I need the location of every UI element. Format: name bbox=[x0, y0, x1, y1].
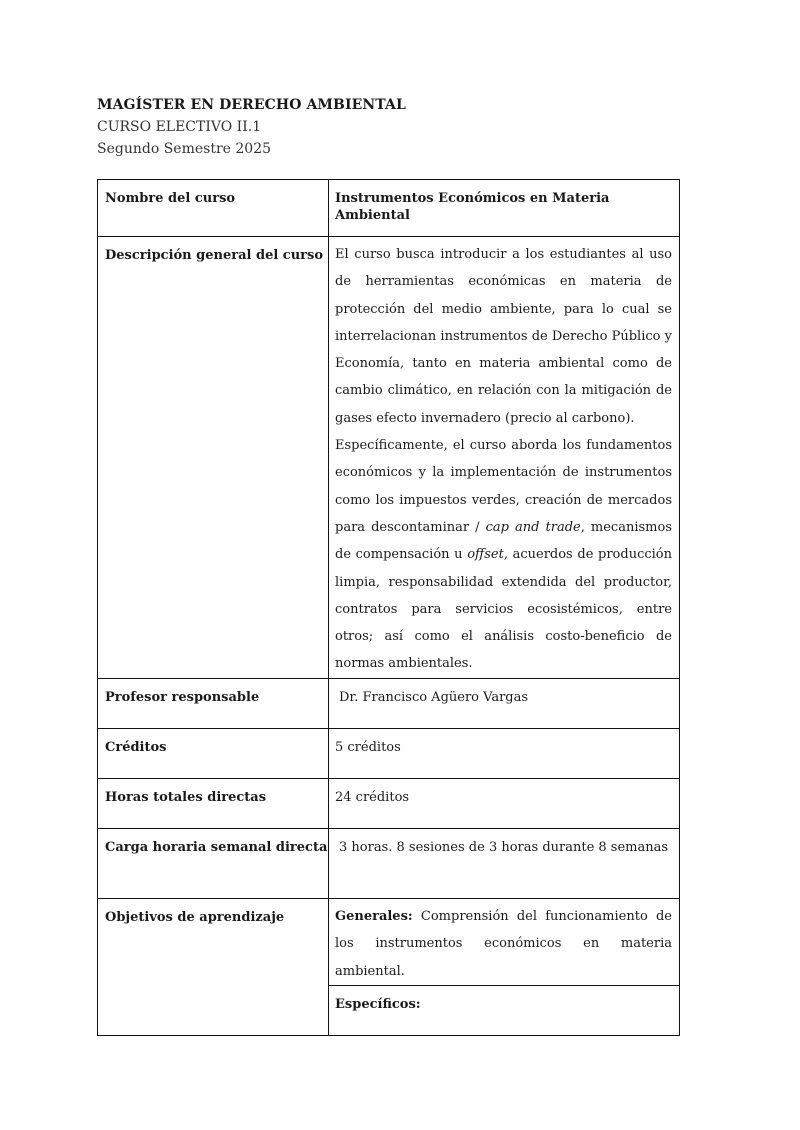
weekly-load-value-cell bbox=[329, 828, 680, 898]
table-row-name bbox=[98, 180, 680, 237]
description-cell bbox=[329, 237, 680, 679]
description-paragraph-2 bbox=[335, 432, 672, 678]
objectives-general bbox=[335, 903, 672, 986]
description-text-c: , acuerdos de producción limpia, responsabilidad extendida del productor, contratos para servicios ecosistémicos, entre otros; así como el análisis costo-beneficio de normas ambientales. bbox=[335, 547, 672, 672]
credits-value: 5 créditos bbox=[329, 728, 680, 778]
table-row-weekly-load bbox=[98, 828, 680, 898]
professor-label: Profesor responsable bbox=[98, 678, 329, 728]
weekly-load-value: 3 horas. 8 sesiones de 3 horas durante 8 semanas bbox=[339, 839, 669, 855]
course-info-table bbox=[97, 179, 680, 1036]
course-type: CURSO ELECTIVO II.1 bbox=[97, 119, 262, 135]
table-row-objectives-general bbox=[98, 898, 680, 986]
objectives-general-cell bbox=[329, 898, 680, 986]
hours-value: 24 créditos bbox=[329, 778, 680, 828]
semester: Segundo Semestre 2025 bbox=[97, 141, 272, 157]
course-name-value: Instrumentos Económicos en Materia Ambiental bbox=[329, 180, 680, 237]
program-title: MAGÍSTER EN DERECHO AMBIENTAL bbox=[97, 97, 406, 113]
description-text-a: Específicamente, el curso aborda los fundamentos económicos y la implementación de instrumentos como los impuestos verdes, creación de mercados para descontaminar / bbox=[335, 438, 672, 535]
professor-value: Dr. Francisco Agüero Vargas bbox=[339, 689, 529, 705]
description-italic-offset: offset bbox=[467, 547, 504, 563]
course-name-label: Nombre del curso bbox=[98, 180, 329, 237]
professor-value-cell bbox=[329, 678, 680, 728]
description-paragraph-1: El curso busca introducir a los estudiantes al uso de herramientas económicas en materia de protección del medio ambiente, para lo cual se interrelacionan instrumentos de Derecho Público y Economía, tanto en materia ambiental como de cambio climático, en relación con la mitigación de gases efecto invernadero (precio al carbono). bbox=[335, 247, 672, 426]
objectives-specific-label: Específicos: bbox=[329, 986, 680, 1036]
table-row-hours bbox=[98, 778, 680, 828]
credits-label: Créditos bbox=[98, 728, 329, 778]
description-text-b: , mecanismos de compensación u bbox=[335, 519, 672, 563]
weekly-load-label: Carga horaria semanal directa bbox=[98, 828, 329, 898]
description-italic-cap-and-trade: cap and trade bbox=[485, 519, 581, 535]
hours-label: Horas totales directas bbox=[98, 778, 329, 828]
table-row-description bbox=[98, 237, 680, 679]
objectives-general-text: Comprensión del funcionamiento de los instrumentos económicos en materia ambiental. bbox=[335, 908, 672, 979]
table-row-credits bbox=[98, 728, 680, 778]
objectives-label: Objetivos de aprendizaje bbox=[98, 898, 329, 1036]
objectives-general-label: Generales: bbox=[335, 908, 413, 924]
description-label: Descripción general del curso bbox=[98, 237, 329, 679]
document-header bbox=[97, 94, 406, 160]
table-row-professor bbox=[98, 678, 680, 728]
